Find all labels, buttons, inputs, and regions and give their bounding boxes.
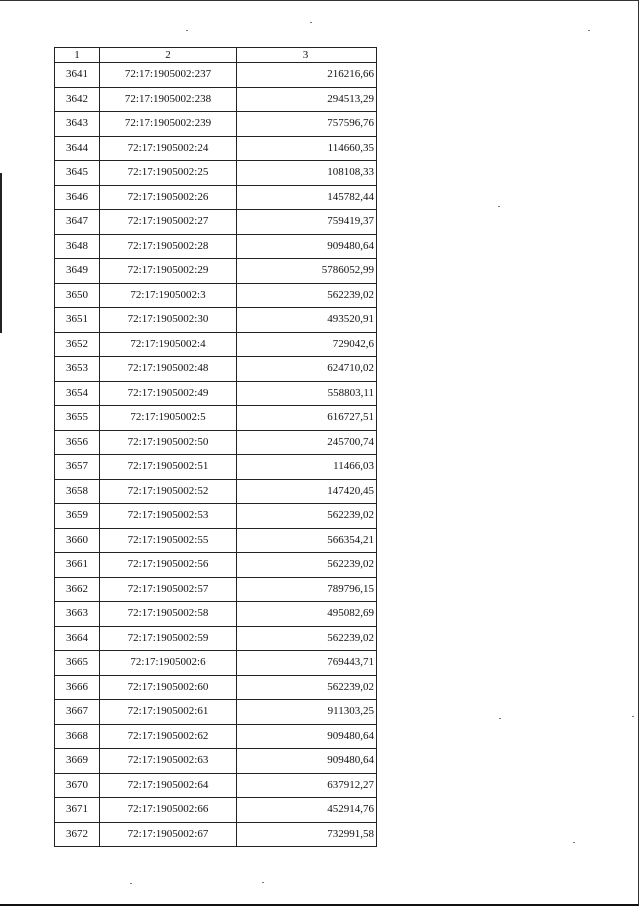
cadastral-number-cell: 72:17:1905002:66 xyxy=(100,798,237,823)
row-number-cell: 3661 xyxy=(55,553,100,578)
cadastral-number-cell: 72:17:1905002:238 xyxy=(100,87,237,112)
cadastral-number-cell: 72:17:1905002:6 xyxy=(100,651,237,676)
cadastral-number-cell: 72:17:1905002:29 xyxy=(100,259,237,284)
cadastral-number-cell: 72:17:1905002:53 xyxy=(100,504,237,529)
row-number-cell: 3664 xyxy=(55,626,100,651)
row-number-cell: 3650 xyxy=(55,283,100,308)
cadastral-value-cell: 909480,64 xyxy=(237,724,377,749)
cadastral-value-cell: 759419,37 xyxy=(237,210,377,235)
table-row xyxy=(55,700,377,725)
row-number-cell: 3667 xyxy=(55,700,100,725)
row-number-cell: 3647 xyxy=(55,210,100,235)
row-number-cell: 3651 xyxy=(55,308,100,333)
row-number-cell: 3654 xyxy=(55,381,100,406)
cadastral-value-cell: 495082,69 xyxy=(237,602,377,627)
cadastral-number-cell: 72:17:1905002:4 xyxy=(100,332,237,357)
table-row xyxy=(55,406,377,431)
table-row xyxy=(55,798,377,823)
scan-speck xyxy=(499,718,501,719)
row-number-cell: 3666 xyxy=(55,675,100,700)
scan-speck xyxy=(262,882,264,883)
row-number-cell: 3669 xyxy=(55,749,100,774)
table-row xyxy=(55,724,377,749)
cadastral-number-cell: 72:17:1905002:5 xyxy=(100,406,237,431)
scan-edge-mark xyxy=(0,173,2,333)
cadastral-number-cell: 72:17:1905002:3 xyxy=(100,283,237,308)
cadastral-number-cell: 72:17:1905002:52 xyxy=(100,479,237,504)
column-header-1: 1 xyxy=(55,48,100,63)
table-row xyxy=(55,112,377,137)
table-row xyxy=(55,749,377,774)
cadastral-value-cell: 911303,25 xyxy=(237,700,377,725)
scan-speck xyxy=(498,206,500,207)
row-number-cell: 3653 xyxy=(55,357,100,382)
cadastral-value-cell: 562239,02 xyxy=(237,626,377,651)
table-row xyxy=(55,626,377,651)
cadastral-number-cell: 72:17:1905002:55 xyxy=(100,528,237,553)
cadastral-number-cell: 72:17:1905002:239 xyxy=(100,112,237,137)
row-number-cell: 3646 xyxy=(55,185,100,210)
cadastral-number-cell: 72:17:1905002:64 xyxy=(100,773,237,798)
table-row xyxy=(55,210,377,235)
cadastral-number-cell: 72:17:1905002:27 xyxy=(100,210,237,235)
cadastral-value-cell: 769443,71 xyxy=(237,651,377,676)
row-number-cell: 3645 xyxy=(55,161,100,186)
row-number-cell: 3658 xyxy=(55,479,100,504)
cadastral-value-cell: 562239,02 xyxy=(237,675,377,700)
cadastral-value-cell: 729042,6 xyxy=(237,332,377,357)
row-number-cell: 3657 xyxy=(55,455,100,480)
table-row xyxy=(55,528,377,553)
cadastral-number-cell: 72:17:1905002:48 xyxy=(100,357,237,382)
table-row xyxy=(55,430,377,455)
cadastral-value-cell: 493520,91 xyxy=(237,308,377,333)
table-row xyxy=(55,234,377,259)
table-row xyxy=(55,185,377,210)
cadastral-value-cell: 909480,64 xyxy=(237,749,377,774)
row-number-cell: 3671 xyxy=(55,798,100,823)
table-row xyxy=(55,259,377,284)
cadastral-number-cell: 72:17:1905002:56 xyxy=(100,553,237,578)
cadastral-value-cell: 114660,35 xyxy=(237,136,377,161)
cadastral-value-cell: 147420,45 xyxy=(237,479,377,504)
cadastral-number-cell: 72:17:1905002:63 xyxy=(100,749,237,774)
cadastral-number-cell: 72:17:1905002:61 xyxy=(100,700,237,725)
row-number-cell: 3641 xyxy=(55,63,100,88)
cadastral-value-cell: 5786052,99 xyxy=(237,259,377,284)
cadastral-value-cell: 294513,29 xyxy=(237,87,377,112)
row-number-cell: 3662 xyxy=(55,577,100,602)
cadastral-value-cell: 732991,58 xyxy=(237,822,377,847)
cadastral-value-cell: 245700,74 xyxy=(237,430,377,455)
cadastral-value-cell: 558803,11 xyxy=(237,381,377,406)
row-number-cell: 3642 xyxy=(55,87,100,112)
scan-speck xyxy=(588,30,590,31)
table-row xyxy=(55,479,377,504)
cadastral-number-cell: 72:17:1905002:25 xyxy=(100,161,237,186)
table-row xyxy=(55,63,377,88)
table-row xyxy=(55,455,377,480)
column-header-3: 3 xyxy=(237,48,377,63)
cadastral-value-table xyxy=(54,47,377,847)
scan-speck xyxy=(632,716,634,717)
table-row xyxy=(55,161,377,186)
table-body xyxy=(55,63,377,847)
cadastral-value-cell: 562239,02 xyxy=(237,283,377,308)
row-number-cell: 3660 xyxy=(55,528,100,553)
cadastral-value-cell: 452914,76 xyxy=(237,798,377,823)
table-row xyxy=(55,822,377,847)
cadastral-number-cell: 72:17:1905002:30 xyxy=(100,308,237,333)
cadastral-value-cell: 108108,33 xyxy=(237,161,377,186)
table-row xyxy=(55,332,377,357)
cadastral-number-cell: 72:17:1905002:59 xyxy=(100,626,237,651)
cadastral-value-cell: 624710,02 xyxy=(237,357,377,382)
table-row xyxy=(55,602,377,627)
cadastral-number-cell: 72:17:1905002:51 xyxy=(100,455,237,480)
scan-speck xyxy=(186,30,188,31)
cadastral-number-cell: 72:17:1905002:24 xyxy=(100,136,237,161)
cadastral-value-cell: 757596,76 xyxy=(237,112,377,137)
row-number-cell: 3668 xyxy=(55,724,100,749)
table-row xyxy=(55,308,377,333)
cadastral-number-cell: 72:17:1905002:57 xyxy=(100,577,237,602)
cadastral-number-cell: 72:17:1905002:60 xyxy=(100,675,237,700)
cadastral-number-cell: 72:17:1905002:28 xyxy=(100,234,237,259)
cadastral-number-cell: 72:17:1905002:62 xyxy=(100,724,237,749)
table-row xyxy=(55,136,377,161)
row-number-cell: 3663 xyxy=(55,602,100,627)
table-row xyxy=(55,553,377,578)
row-number-cell: 3644 xyxy=(55,136,100,161)
cadastral-value-cell: 216216,66 xyxy=(237,63,377,88)
row-number-cell: 3665 xyxy=(55,651,100,676)
cadastral-value-cell: 566354,21 xyxy=(237,528,377,553)
column-header-2: 2 xyxy=(100,48,237,63)
cadastral-number-cell: 72:17:1905002:237 xyxy=(100,63,237,88)
row-number-cell: 3652 xyxy=(55,332,100,357)
table-row xyxy=(55,381,377,406)
cadastral-number-cell: 72:17:1905002:67 xyxy=(100,822,237,847)
row-number-cell: 3659 xyxy=(55,504,100,529)
cadastral-value-cell: 562239,02 xyxy=(237,504,377,529)
table-row xyxy=(55,357,377,382)
row-number-cell: 3643 xyxy=(55,112,100,137)
row-number-cell: 3656 xyxy=(55,430,100,455)
table-row xyxy=(55,87,377,112)
table-row xyxy=(55,504,377,529)
table-row xyxy=(55,577,377,602)
table-row xyxy=(55,675,377,700)
scan-speck xyxy=(573,842,575,843)
cadastral-number-cell: 72:17:1905002:50 xyxy=(100,430,237,455)
cadastral-value-cell: 145782,44 xyxy=(237,185,377,210)
cadastral-number-cell: 72:17:1905002:49 xyxy=(100,381,237,406)
cadastral-number-cell: 72:17:1905002:26 xyxy=(100,185,237,210)
cadastral-value-cell: 11466,03 xyxy=(237,455,377,480)
scan-speck xyxy=(130,883,132,884)
table-row xyxy=(55,773,377,798)
scan-speck xyxy=(310,22,312,23)
cadastral-value-cell: 562239,02 xyxy=(237,553,377,578)
cadastral-value-cell: 616727,51 xyxy=(237,406,377,431)
row-number-cell: 3648 xyxy=(55,234,100,259)
cadastral-value-cell: 789796,15 xyxy=(237,577,377,602)
cadastral-number-cell: 72:17:1905002:58 xyxy=(100,602,237,627)
cadastral-value-cell: 909480,64 xyxy=(237,234,377,259)
row-number-cell: 3670 xyxy=(55,773,100,798)
table-header-row xyxy=(55,48,377,63)
row-number-cell: 3655 xyxy=(55,406,100,431)
cadastral-value-cell: 637912,27 xyxy=(237,773,377,798)
row-number-cell: 3672 xyxy=(55,822,100,847)
table-row xyxy=(55,651,377,676)
row-number-cell: 3649 xyxy=(55,259,100,284)
table-row xyxy=(55,283,377,308)
